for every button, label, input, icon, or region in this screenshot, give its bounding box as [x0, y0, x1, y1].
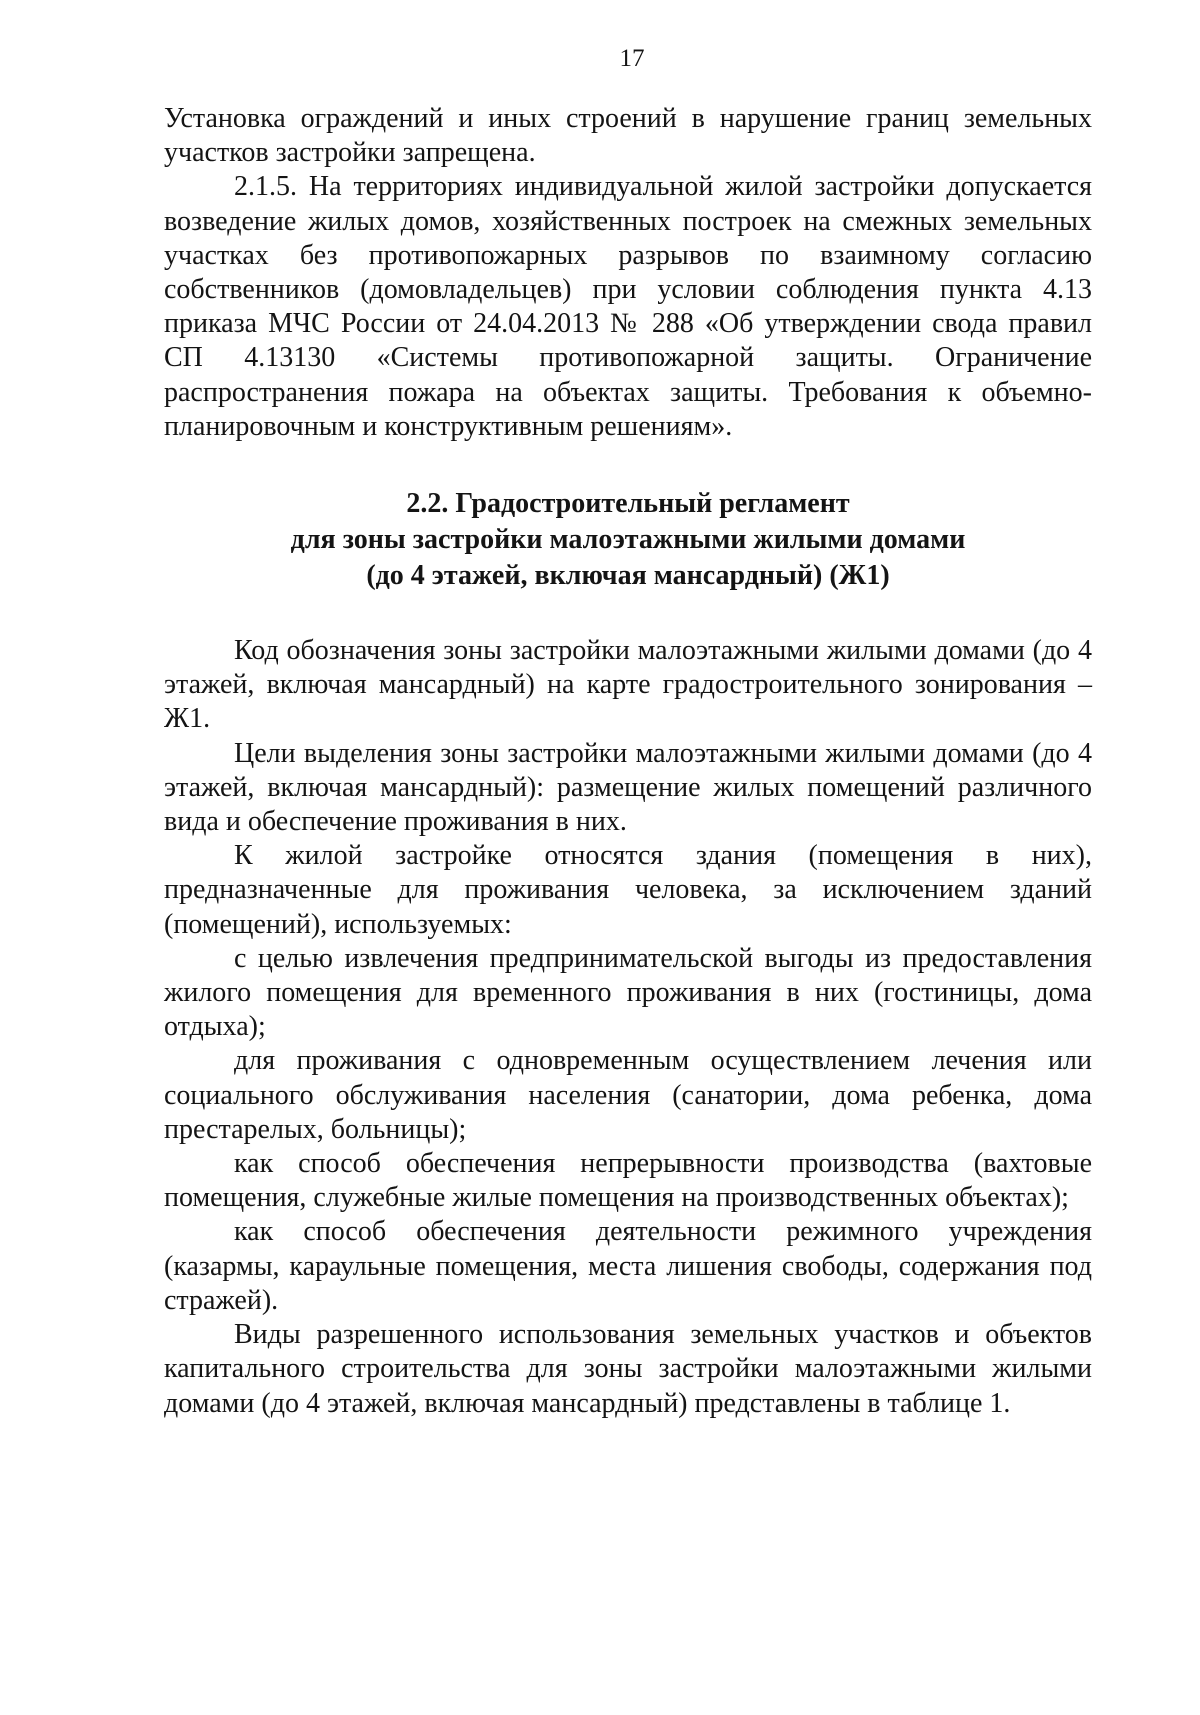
paragraph-residential-definition: К жилой застройке относятся здания (помещения в них), предназначенные для проживания человека, за исключением зданий (помещений), используемых: [164, 840, 1092, 940]
paragraph-exclusion-production: как способ обеспечения непрерывности производства (вахтовые помещения, служебные жилые помещения на производственных объектах); [164, 1148, 1092, 1214]
section-heading-line-1: 2.2. Градостроительный регламент [406, 488, 850, 520]
section-heading-line-2: для зоны застройки малоэтажными жилыми домами [290, 524, 966, 556]
section-heading [164, 486, 1092, 594]
paragraph-exclusion-commercial: с целью извлечения предпринимательской выгоды из предоставления жилого помещения для временного проживания в них (гостиницы, дома отдыха); [164, 942, 1092, 1043]
paragraph-exclusion-regime: как способ обеспечения деятельности режимного учреждения (казармы, караульные помещения, места лишения свободы, содержания под стражей). [164, 1216, 1092, 1316]
section-heading-line-3: (до 4 этажей, включая мансардный) (Ж1) [366, 560, 890, 592]
document-body [164, 102, 1092, 1421]
paragraph-zone-code: Код обозначения зоны застройки малоэтажными жилыми домами (до 4 этажей, включая мансардный) на карте градостроительного зонирования – Ж1. [164, 635, 1092, 735]
paragraph-2-1-5: 2.1.5. На территориях индивидуальной жилой застройки допускается возведение жилых домов, хозяйственных построек на смежных земельных участках без противопожарных разрывов по взаимному согласию собственников (домовладельцев) при условии соблюдения пункта 4.13 приказа МЧС России от 24.04.2013 № 288 «Об утверждении свода правил СП 4.13130 «Системы противопожарной защиты. Ограничение распространения пожара на объектах защиты. Требования к объемно-планировочным и конструктивным решениям». [164, 171, 1092, 442]
paragraph-exclusion-treatment: для проживания с одновременным осуществлением лечения или социального обслуживания населения (санатории, дома ребенка, дома престарелых, больницы); [164, 1045, 1092, 1145]
paragraph-fence-rule: Установка ограждений и иных строений в нарушение границ земельных участков застройки запрещена. [164, 103, 1092, 169]
paragraph-zone-goals: Цели выделения зоны застройки малоэтажными жилыми домами (до 4 этажей, включая мансардный): размещение жилых помещений различного вида и обеспечение проживания в них. [164, 737, 1092, 838]
page-number: 17 [619, 45, 645, 72]
paragraph-permitted-uses: Виды разрешенного использования земельных участков и объектов капитального строительства для зоны застройки малоэтажными жилыми домами (до 4 этажей, включая мансардный) представлены в таблице 1. [164, 1319, 1092, 1419]
